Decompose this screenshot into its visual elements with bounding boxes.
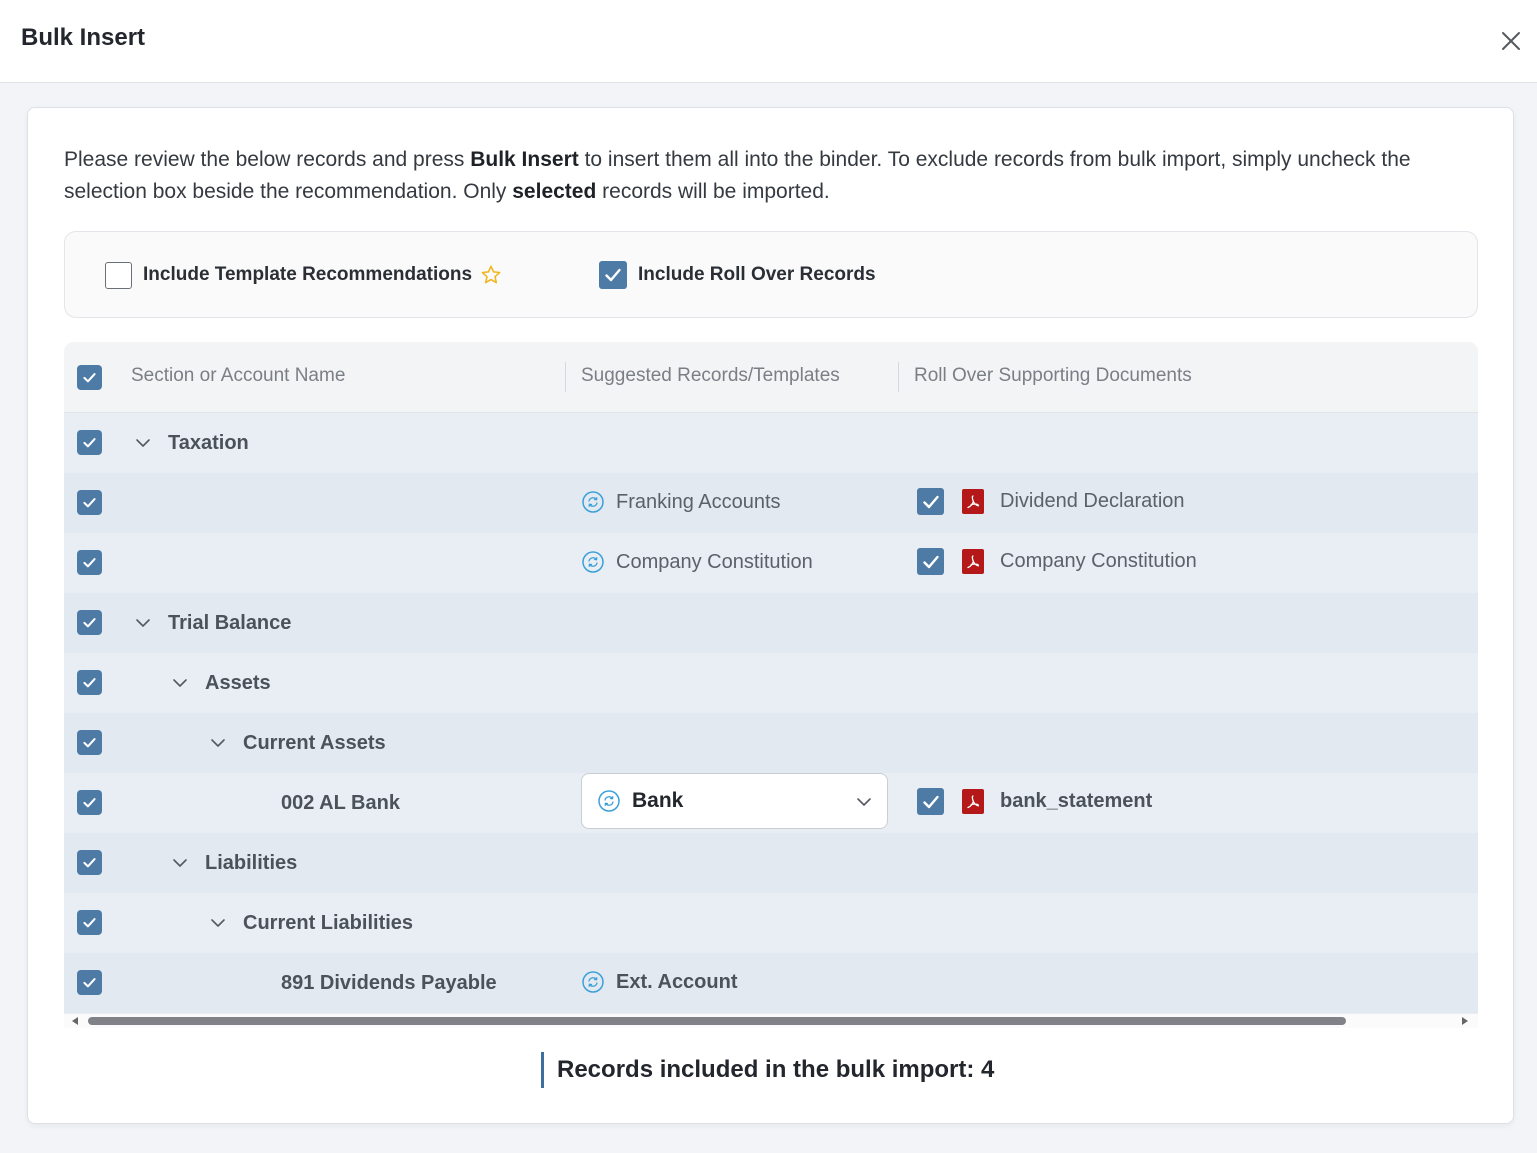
- chevron-down-icon: [855, 793, 873, 811]
- table-row: [64, 473, 1478, 533]
- table-row: [64, 413, 1478, 473]
- row-checkbox[interactable]: [77, 610, 102, 635]
- table-header: [64, 342, 1478, 413]
- select-all-checkbox[interactable]: [77, 365, 102, 390]
- table-row: [64, 593, 1478, 653]
- table-row: [64, 893, 1478, 953]
- dialog-title: Bulk Insert: [21, 24, 146, 51]
- row-checkbox[interactable]: [77, 550, 102, 575]
- document-name[interactable]: bank_statement: [1000, 790, 1153, 812]
- row-name: Liabilities: [205, 852, 298, 874]
- document-name[interactable]: Company Constitution: [1000, 550, 1197, 572]
- horizontal-scrollbar[interactable]: [64, 1014, 1478, 1028]
- sync-icon: [581, 490, 605, 514]
- include-template-option[interactable]: [105, 261, 502, 289]
- chevron-down-icon[interactable]: [208, 913, 228, 933]
- suggested-record[interactable]: Company Constitution: [581, 550, 813, 574]
- bulk-insert-card: [27, 107, 1514, 1124]
- options-panel: [64, 231, 1478, 318]
- document-checkbox[interactable]: [917, 488, 944, 515]
- chevron-down-icon[interactable]: [133, 613, 153, 633]
- suggested-record[interactable]: Ext. Account: [581, 970, 738, 994]
- dialog-header: [0, 0, 1537, 83]
- document-checkbox[interactable]: [917, 788, 944, 815]
- document-name[interactable]: Dividend Declaration: [1000, 490, 1185, 512]
- row-name: Assets: [205, 672, 271, 694]
- column-header-suggested: Suggested Records/Templates: [581, 365, 840, 386]
- row-checkbox[interactable]: [77, 910, 102, 935]
- pdf-icon: [962, 489, 984, 514]
- supporting-document: [917, 488, 1185, 515]
- sync-icon: [581, 550, 605, 574]
- suggested-record[interactable]: Franking Accounts: [581, 490, 781, 514]
- row-name: Trial Balance: [168, 612, 292, 634]
- include-template-checkbox[interactable]: [105, 262, 132, 289]
- column-header-documents: Roll Over Supporting Documents: [914, 365, 1192, 386]
- row-checkbox[interactable]: [77, 430, 102, 455]
- scroll-thumb[interactable]: [88, 1017, 1346, 1025]
- table-row: [64, 953, 1478, 1013]
- pdf-icon: [962, 789, 984, 814]
- row-name: 891 Dividends Payable: [281, 972, 497, 994]
- include-rollover-checkbox[interactable]: [599, 261, 627, 289]
- suggested-record-select[interactable]: [581, 773, 888, 829]
- row-checkbox[interactable]: [77, 850, 102, 875]
- chevron-down-icon[interactable]: [170, 853, 190, 873]
- table-row: [64, 653, 1478, 713]
- include-rollover-option[interactable]: [599, 261, 876, 289]
- row-checkbox[interactable]: [77, 670, 102, 695]
- row-checkbox[interactable]: [77, 790, 102, 815]
- chevron-down-icon[interactable]: [170, 673, 190, 693]
- table-row: [64, 533, 1478, 593]
- records-summary: Records included in the bulk import: 4: [541, 1052, 994, 1088]
- intro-text: Please review the below records and press Bulk Insert to insert them all into the binder. To exclude records from bulk import, simply uncheck the selection box beside the recommendation. Only selected records will be imported.: [64, 148, 1411, 203]
- column-divider: [565, 362, 566, 392]
- scroll-left-icon[interactable]: [72, 1017, 78, 1025]
- pdf-icon: [962, 549, 984, 574]
- sync-icon: [581, 970, 605, 994]
- row-checkbox[interactable]: [77, 730, 102, 755]
- document-checkbox[interactable]: [917, 548, 944, 575]
- include-template-label: Include Template Recommendations: [143, 264, 473, 285]
- table-row: [64, 713, 1478, 773]
- row-checkbox[interactable]: [77, 970, 102, 995]
- include-rollover-label: Include Roll Over Records: [638, 264, 876, 285]
- column-header-name: Section or Account Name: [131, 365, 346, 386]
- records-table: [64, 342, 1478, 1014]
- sync-icon: [597, 789, 621, 813]
- chevron-down-icon[interactable]: [133, 433, 153, 453]
- select-value: Bank: [632, 789, 684, 812]
- table-row: [64, 833, 1478, 893]
- row-checkbox[interactable]: [77, 490, 102, 515]
- scroll-right-icon[interactable]: [1462, 1017, 1468, 1025]
- star-icon: [480, 264, 502, 286]
- chevron-down-icon[interactable]: [208, 733, 228, 753]
- column-divider: [898, 362, 899, 392]
- table-row: [64, 773, 1478, 833]
- close-icon[interactable]: [1498, 28, 1524, 54]
- row-name: 002 AL Bank: [281, 792, 400, 814]
- row-name: Taxation: [168, 432, 249, 454]
- supporting-document: [917, 788, 1152, 815]
- row-name: Current Assets: [243, 732, 386, 754]
- supporting-document: [917, 548, 1197, 575]
- row-name: Current Liabilities: [243, 912, 414, 934]
